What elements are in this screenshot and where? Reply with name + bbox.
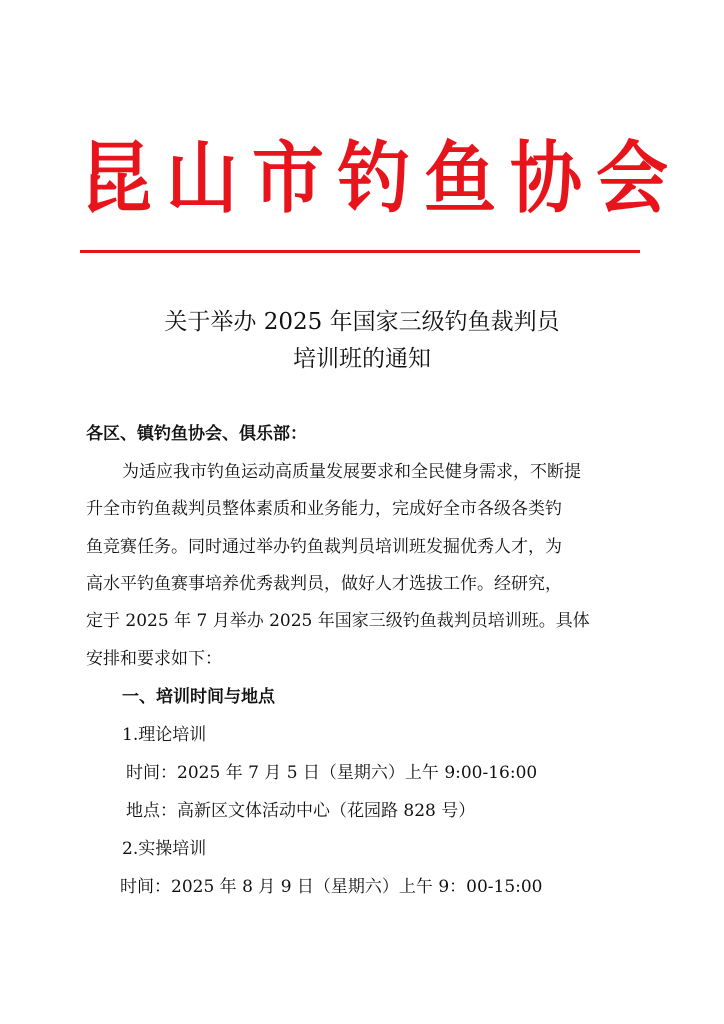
section-heading: 一、培训时间与地点 — [122, 687, 275, 707]
paragraph-line: 高水平钓鱼赛事培养优秀裁判员，做好人才选拔工作。经研究， — [86, 574, 562, 594]
organization-letterhead: 昆山市钓鱼协会 — [80, 131, 683, 224]
theory-training-place: 地点：高新区文体活动中心（花园路 828 号） — [126, 801, 476, 821]
theory-training-label: 1.理论培训 — [122, 725, 207, 745]
salutation: 各区、镇钓鱼协会、俱乐部： — [86, 424, 307, 444]
paragraph-line: 为适应我市钓鱼运动高质量发展要求和全民健身需求，不断提 — [122, 462, 581, 482]
paragraph-line: 定于 2025 年 7 月举办 2025 年国家三级钓鱼裁判员培训班。具体 — [86, 611, 590, 631]
letterhead-divider — [80, 250, 640, 253]
paragraph-line: 升全市钓鱼裁判员整体素质和业务能力，完成好全市各级各类钓 — [86, 499, 562, 519]
notice-title-line-2: 培训班的通知 — [293, 346, 431, 372]
paragraph-line: 鱼竞赛任务。同时通过举办钓鱼裁判员培训班发掘优秀人才，为 — [86, 537, 562, 557]
practice-training-time: 时间：2025 年 8 月 9 日（星期六）上午 9：00-15:00 — [120, 877, 543, 897]
paragraph-line: 安排和要求如下： — [86, 649, 222, 669]
theory-training-time: 时间：2025 年 7 月 5 日（星期六）上午 9:00-16:00 — [126, 763, 538, 783]
notice-title-line-1: 关于举办 2025 年国家三级钓鱼裁判员 — [164, 309, 560, 335]
practice-training-label: 2.实操培训 — [122, 839, 207, 859]
